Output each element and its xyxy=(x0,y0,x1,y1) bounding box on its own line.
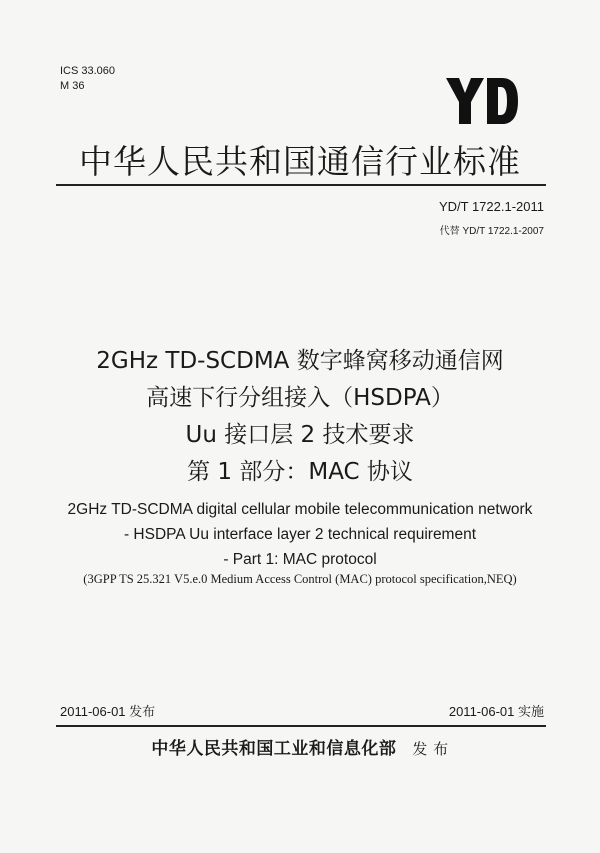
issue-date: 2011-06-01 发布 xyxy=(60,704,156,719)
publish-label: 发 布 xyxy=(412,740,449,758)
cn-title-line-4: 第 1 部分：MAC 协议 xyxy=(187,459,413,485)
ccs-code: M 36 xyxy=(60,80,85,92)
implementation-date: 2011-06-01 实施 xyxy=(448,704,544,719)
cn-title-line-3: Uu 接口层 2 技术要求 xyxy=(185,422,415,448)
publisher-line xyxy=(0,734,600,759)
cn-title-line-1: 2GHz TD-SCDMA 数字蜂窝移动通信网 xyxy=(96,348,504,374)
standard-number: YD/T 1722.1-2011 xyxy=(438,199,544,214)
replaces-standard: 代替 YD/T 1722.1-2007 xyxy=(439,226,544,237)
chinese-title xyxy=(0,343,600,491)
en-title-line-2: - HSDPA Uu interface layer 2 technical requirement xyxy=(123,526,477,543)
publisher-name: 中华人民共和国工业和信息化部 xyxy=(151,739,397,759)
classification-codes xyxy=(60,64,115,94)
en-title-line-1: 2GHz TD-SCDMA digital cellular mobile telecommunication network xyxy=(67,501,533,518)
en-title-line-3: - Part 1: MAC protocol xyxy=(223,551,377,568)
english-title xyxy=(0,497,600,572)
yd-logo xyxy=(446,78,518,126)
bottom-divider xyxy=(56,725,546,727)
ics-code: ICS 33.060 xyxy=(60,65,116,77)
org-title: 中华人民共和国通信行业标准 xyxy=(79,142,521,181)
top-divider xyxy=(56,184,546,186)
cn-title-line-2: 高速下行分组接入（HSDPA） xyxy=(146,385,454,411)
reference-spec: (3GPP TS 25.321 V5.e.0 Medium Access Control (MAC) protocol specification,NEQ) xyxy=(83,572,517,586)
